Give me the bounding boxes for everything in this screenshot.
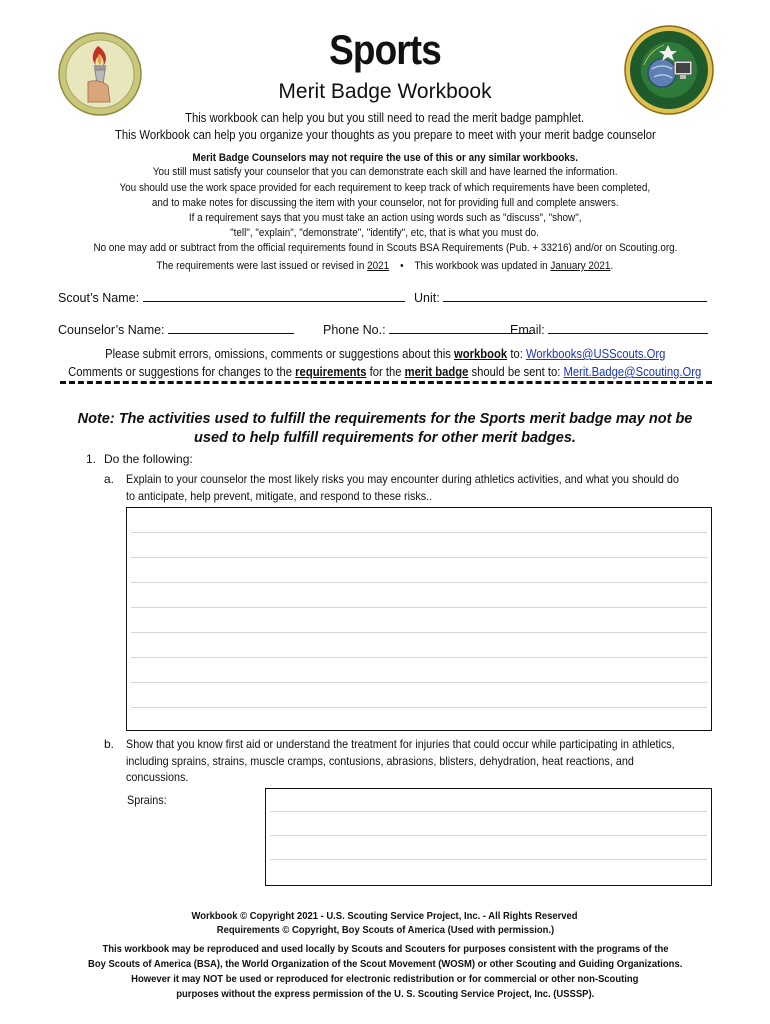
intro-line-2: This Workbook can help you organize your thoughts as you prepare to meet with your merit badge counselor: [114, 128, 656, 142]
notice-line-2: You still must satisfy your counselor that you can demonstrate each skill and have learned the information.: [152, 166, 618, 178]
merit-badge-email-link[interactable]: Merit.Badge@Scouting.Org: [563, 365, 702, 379]
req-1a-answer-box[interactable]: [126, 507, 712, 731]
scout-name-field[interactable]: [58, 290, 405, 305]
sprains-answer-box[interactable]: [265, 788, 712, 886]
notice-line-6: "tell", "explain", "demonstrate", "identify", etc, that is what you must do.: [230, 227, 540, 239]
submit-errors-line: Please submit errors, omissions, comments or suggestions about this workbook to: Workbooks@USScouts.Org: [104, 347, 666, 361]
unit-field[interactable]: [414, 290, 707, 305]
footer-line-6: purposes without the express permission of the U. S. Scouting Service Project, Inc. (USSSP).: [176, 988, 594, 1000]
scout-name-label: Scout’s Name:: [58, 291, 140, 305]
note-line-1: Note: The activities used to fulfill the requirements for the Sports merit badge may not be: [77, 411, 693, 427]
footer-line-4: Boy Scouts of America (BSA), the World Organization of the Scout Movement (WOSM) or other Scouting and Guiding Organizations.: [87, 958, 683, 970]
workbooks-email-link[interactable]: Workbooks@USScouts.Org: [525, 347, 666, 361]
submit-requirements-line: Comments or suggestions for changes to the requirements for the merit badge should be sent to: Merit.Badge@Scouting.Org: [68, 365, 702, 379]
footer-line-1: Workbook © Copyright 2021 - U.S. Scouting Service Project, Inc. - All Rights Reserved: [191, 910, 579, 922]
page-subtitle: Merit Badge Workbook: [278, 80, 492, 103]
page-title: Sports: [329, 26, 441, 73]
dashed-divider: [60, 381, 712, 384]
notice-line-4: and to make notes for discussing the item with your counselor, not for providing full and complete answers.: [151, 197, 619, 209]
footer-line-5: However it may NOT be used or reproduced for electronic redistribution or for commercial or other non-Scouting: [131, 973, 639, 985]
sprains-label: Sprains:: [127, 793, 167, 807]
unit-label: Unit:: [414, 291, 440, 305]
req-1b-line-2: including sprains, strains, muscle cramps, contusions, abrasions, blisters, dehydration, heat reactions, and: [126, 754, 634, 768]
counselor-name-label: Counselor’s Name:: [58, 323, 165, 337]
req-1a-line-2: to anticipate, help prevent, mitigate, and respond to these risks..: [126, 489, 433, 503]
req-1b-line-3: concussions.: [126, 770, 189, 784]
req-1a-letter: a.: [104, 472, 115, 486]
counselor-name-field[interactable]: [58, 322, 294, 337]
phone-label: Phone No.:: [323, 323, 386, 337]
footer-line-2: Requirements © Copyright, Boy Scouts of America (Used with permission.): [216, 924, 554, 936]
notice-line-3: You should use the work space provided for each requirement to keep track of which requirements have been completed,: [119, 182, 651, 194]
req-1-text: Do the following:: [104, 452, 193, 466]
footer-line-3: This workbook may be reproduced and used locally by Scouts and Scouters for purposes consistent with the programs of the: [101, 943, 669, 955]
req-1a-line-1: Explain to your counselor the most likely risks you may encounter during athletics activities, and what you should do: [126, 472, 679, 486]
req-1-number: 1.: [86, 452, 97, 466]
phone-field[interactable]: [323, 322, 533, 337]
intro-line-1: This workbook can help you but you still need to read the merit badge pamphlet.: [185, 111, 585, 125]
req-1b-line-1: Show that you know first aid or understand the treatment for injuries that could occur while participating in athletics,: [126, 737, 675, 751]
req-1b-letter: b.: [104, 737, 115, 751]
email-field[interactable]: [510, 322, 708, 337]
notice-line-5: If a requirement says that you must take an action using words such as "discuss", "show",: [188, 212, 582, 224]
notice-line-7: No one may add or subtract from the official requirements found in Scouts BSA Requirements (Pub. + 33216) and/or on Scouting.org.: [93, 242, 677, 254]
revision-line: The requirements were last issued or revised in 2021 • This workbook was updated in January 2021.: [156, 260, 614, 272]
notice-bold: Merit Badge Counselors may not require the use of this or any similar workbooks.: [192, 152, 578, 164]
email-label: Email:: [510, 323, 545, 337]
note-line-2: used to help fulfill requirements for other merit badges.: [194, 430, 576, 446]
